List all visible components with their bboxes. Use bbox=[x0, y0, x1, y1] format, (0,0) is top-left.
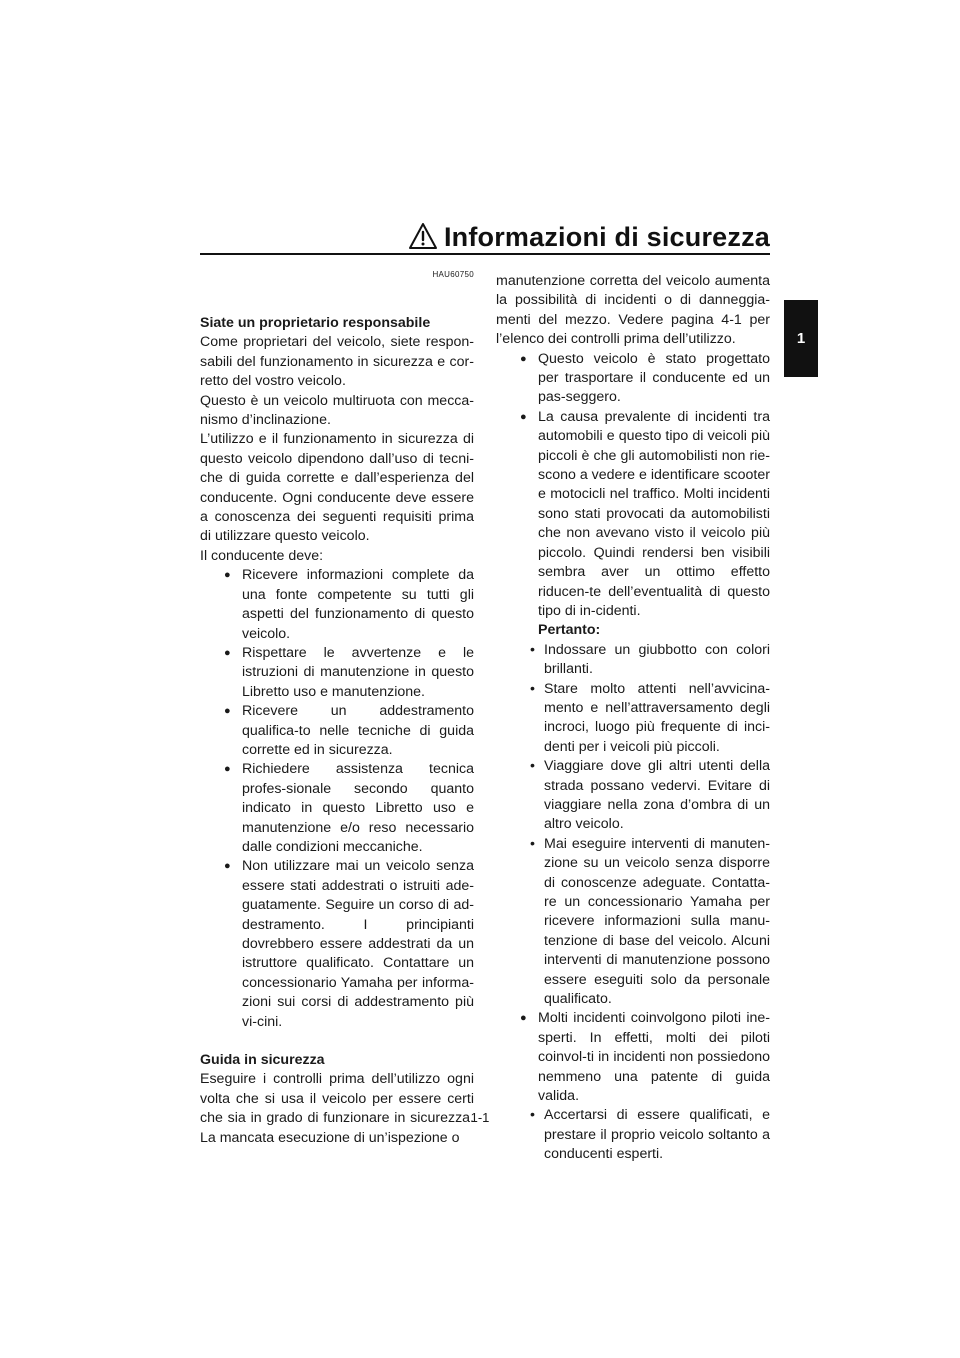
sub-list-item: • Accertarsi di essere qualificati, e prestare il proprio veicolo soltanto a conducenti esperti. bbox=[496, 1106, 770, 1164]
list-item: ● Ricevere informazioni complete da una fonte competente su tutti gli aspetti del funzionamento di questo veicolo. bbox=[200, 566, 474, 644]
sub-list-item: • Indossare un giubbotto con colori brillanti. bbox=[496, 641, 770, 680]
page-title: Informazioni di sicurezza bbox=[443, 222, 770, 252]
therefore-label: Pertanto: bbox=[538, 622, 601, 639]
list-item: ● Questo veicolo è stato progettato per trasportare il conducente ed un pas-seggero. bbox=[496, 350, 770, 408]
list-item: ● Ricevere un addestramento qualifica-to nelle tecniche di guida corrette ed in sicurezza. bbox=[200, 702, 474, 760]
header-rule bbox=[200, 253, 770, 255]
sub-list-item: • Viaggiare dove gli altri utenti della strada possano vedervi. Evitare di viaggiare nella zona d’ombra di un altro veicolo. bbox=[496, 757, 770, 835]
paragraph: Il conducente deve: bbox=[200, 547, 324, 564]
paragraph: L’utilizzo e il funzionamento in sicurezza di questo veicolo dipendono dall’uso di tecni-che di guida corrette e dall’esperienza del conducente. Ogni conducente deve essere a conoscenza dei seguenti requisiti prima di utilizzare questo veicolo. bbox=[200, 431, 474, 545]
right-column bbox=[496, 272, 770, 1165]
paragraph: Eseguire i controlli prima dell’utilizzo ogni volta che si usa il veicolo per essere certi che sia in grado di funzionare in sicurezza. La mancata esecuzione di un’ispezione o bbox=[200, 1071, 474, 1146]
list-item: ● Richiedere assistenza tecnica profes-sionale secondo quanto indicato in questo Libretto uso e manutenzione e/o reso necessario dalle condizioni meccaniche. bbox=[200, 760, 474, 857]
left-column bbox=[200, 270, 474, 1148]
spacer bbox=[200, 1032, 474, 1051]
document-code: HAU60750 bbox=[432, 270, 474, 279]
paragraph: manutenzione corretta del veicolo aumenta la possibilità di incidenti o di danneggia-menti del mezzo. Vedere pagina 4-1 per l’elenco dei controlli prima dell’utilizzo. bbox=[496, 273, 770, 348]
page-header bbox=[200, 222, 770, 254]
chapter-tab: 1 bbox=[784, 300, 818, 377]
list-item: ● Rispettare le avvertenze e le istruzioni di manutenzione in questo Libretto uso e manutenzione. bbox=[200, 644, 474, 702]
warning-triangle-icon bbox=[408, 222, 438, 250]
paragraph: Come proprietari del veicolo, siete respon-sabili del funzionamento in sicurezza e cor-retto del vostro veicolo. bbox=[200, 334, 474, 390]
heading-responsible-owner: Siate un proprietario responsabile bbox=[200, 315, 431, 331]
list-item: ● Molti incidenti coinvolgono piloti ine-sperti. In effetti, molti dei piloti coinvol-ti in incidenti non possiedono nemmeno una patente di guida valida. bbox=[496, 1009, 770, 1106]
sub-list-item: • Stare molto attenti nell’avvicina-mento e nell’attraversamento degli incroci, luogo più frequente di inci-denti per i veicoli più piccoli. bbox=[496, 680, 770, 758]
heading-safe-riding: Guida in sicurezza bbox=[200, 1052, 325, 1069]
page-number: 1-1 bbox=[470, 1110, 490, 1125]
list-item: ● La causa prevalente di incidenti tra automobili e questo tipo di veicoli più piccoli è che gli automobilisti non rie-scono a vedere e identificare scooter e motocicli nel traffico. Molti incidenti sono stati provocati da automobilisti che non avevano visto il veicolo più piccolo. Quindi rendersi ben visibili sembra aver un ottimo effetto riducen-te dell’eventualità di questo tipo di in-cidenti. bbox=[496, 408, 770, 621]
list-item: ● Non utilizzare mai un veicolo senza essere stati addestrati o istruiti ade-guatamente. Seguire un corso di ad-destramento. I principianti dovrebbero essere addestrati da un istruttore qualificato. Contattare un concessionario Yamaha per informa-zioni sui corsi di addestramento più vi-cini. bbox=[200, 857, 474, 1032]
paragraph: Questo è un veicolo multiruota con mecca-nismo d’inclinazione. bbox=[200, 392, 474, 429]
sub-list-item: • Mai eseguire interventi di manuten-zione su un veicolo senza disporre di conoscenze adeguate. Contatta-re un concessionario Yamaha per ricevere informazioni sulla manu-tenzione di base del veicolo. Alcuni interventi di manutenzione possono essere eseguiti solo da personale qualificato. bbox=[496, 835, 770, 1010]
